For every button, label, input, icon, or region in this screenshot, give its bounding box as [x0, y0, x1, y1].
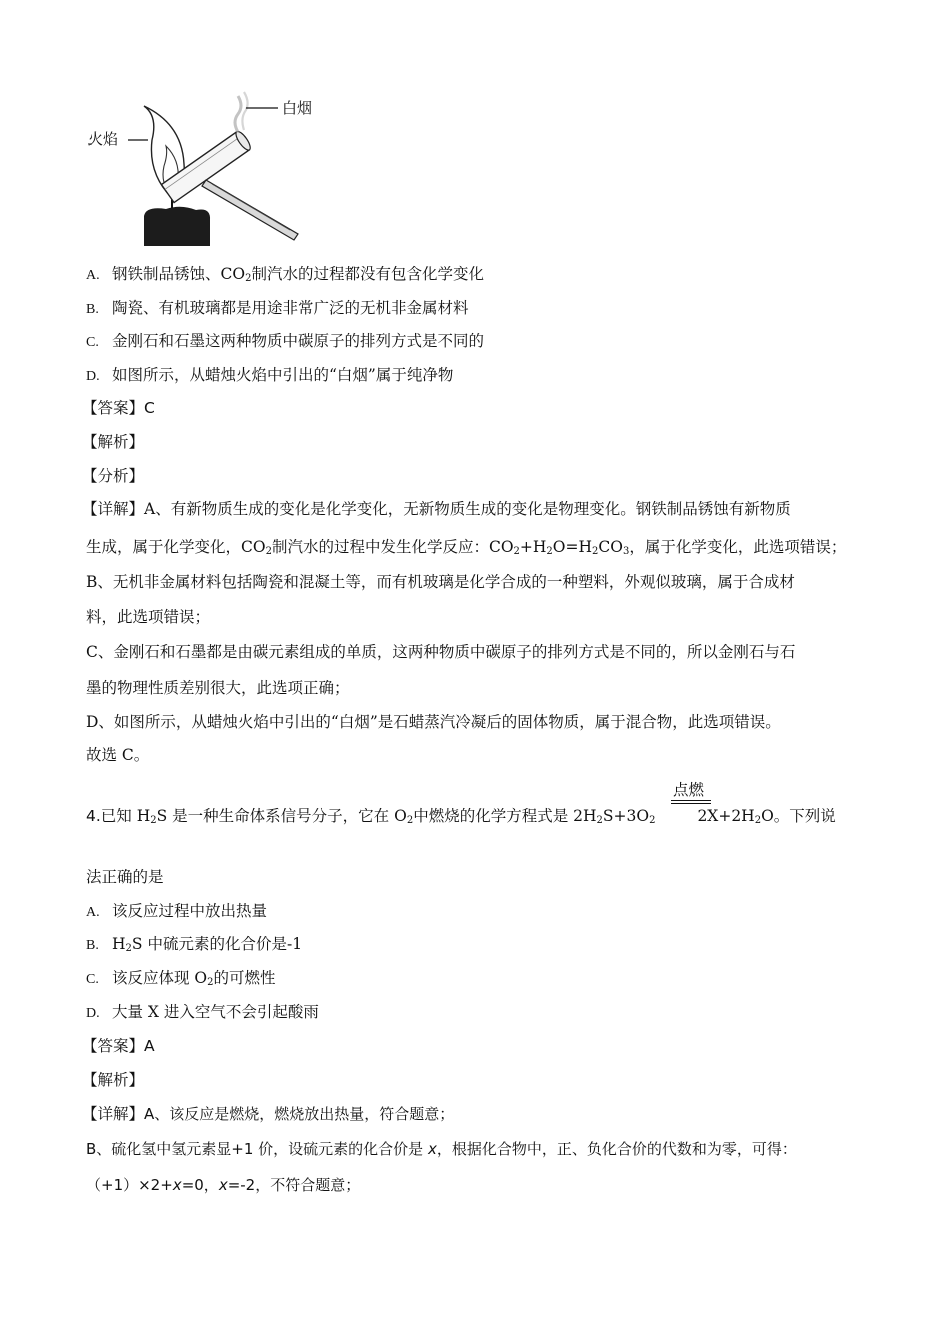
q4-stem-line: 4.已知 $H_2S$ 是一种生命体系信号分子，它在 $O_2$中燃烧的化学方程式是 $2H_2S+3O_2$ $2X+2H_2O$。下列说 [86, 807, 836, 826]
q4-option-b: B. $H_2S$ 中硫元素的化合价是-1 [86, 933, 302, 957]
q4-answer: 【答案】A [82, 1037, 155, 1055]
reaction-condition: 点燃 [673, 781, 705, 799]
q3-option-a: A. 钢铁制品锈蚀、$CO_2$制汽水的过程都没有包含化学变化 [86, 263, 484, 287]
candle-figure [86, 88, 326, 250]
q4-option-d: D. 大量 X 进入空气不会引起酸雨 [86, 1001, 319, 1025]
q3-detail-line: 【详解】A、有新物质生成的变化是化学变化，无新物质生成的变化是物理变化。钢铁制品锈蚀有新物质 [82, 500, 791, 518]
q3-option-d: D. 如图所示，从蜡烛火焰中引出的“白烟”属于纯净物 [86, 364, 453, 388]
q3-detail-line: C、金刚石和石墨都是由碳元素组成的单质，这两种物质中碳原子的排列方式是不同的，所以金刚石与石 [86, 643, 796, 661]
q4-stem-line: 法正确的是 [86, 868, 164, 886]
option-letter: B. [86, 938, 99, 953]
option-letter: A. [86, 268, 100, 283]
option-letter: C. [86, 335, 99, 350]
q3-detail-line: D、如图所示，从蜡烛火焰中引出的“白烟”是石蜡蒸汽冷凝后的固体物质，属于混合物，此选项错误。 [86, 713, 781, 731]
q4-option-c: C. 该反应体现 $O_2$的可燃性 [86, 967, 276, 991]
option-letter: B. [86, 302, 99, 317]
q3-detail-line: 生成，属于化学变化，$CO_2$制汽水的过程中发生化学反应：$CO_2+H_2O=H_2CO_3$，属于化学变化，此选项错误； [86, 538, 847, 557]
q4-detail-line: 【详解】A、该反应是燃烧，燃烧放出热量，符合题意； [82, 1105, 455, 1123]
q4-detail-line: B、硫化氢中氢元素显+1 价，设硫元素的化合价是 x，根据化合物中，正、负化合价的代数和为零，可得： [86, 1140, 797, 1158]
q4-detail-line: （+1）×2+x=0，x=-2，不符合题意； [86, 1176, 361, 1194]
smoke-label: 白烟 [282, 99, 313, 117]
q3-detail-line: B、无机非金属材料包括陶瓷和混凝土等，而有机玻璃是化学合成的一种塑料，外观似玻璃，属于合成材 [86, 573, 795, 591]
q3-answer: 【答案】C [82, 399, 155, 417]
q3-option-c: C. 金刚石和石墨这两种物质中碳原子的排列方式是不同的 [86, 330, 484, 354]
option-letter: D. [86, 369, 100, 384]
flame-label: 火焰 [88, 130, 119, 148]
equation-bar [671, 800, 711, 801]
q3-detail-line: 料，此选项错误； [86, 608, 211, 626]
q3-analysis-heading: 【解析】 [82, 433, 145, 451]
q3-detail-line: 墨的物理性质差别很大，此选项正确； [86, 679, 350, 697]
option-letter: D. [86, 1006, 100, 1021]
q4-analysis-heading: 【解析】 [82, 1071, 145, 1089]
q4-option-a: A. 该反应过程中放出热量 [86, 900, 267, 924]
option-letter: C. [86, 972, 99, 987]
equation-bar [671, 803, 711, 804]
q3-conclusion: 故选 C。 [86, 746, 150, 764]
q3-option-b: B. 陶瓷、有机玻璃都是用途非常广泛的无机非金属材料 [86, 297, 469, 321]
q3-fenxi-heading: 【分析】 [82, 467, 145, 485]
option-letter: A. [86, 905, 100, 920]
